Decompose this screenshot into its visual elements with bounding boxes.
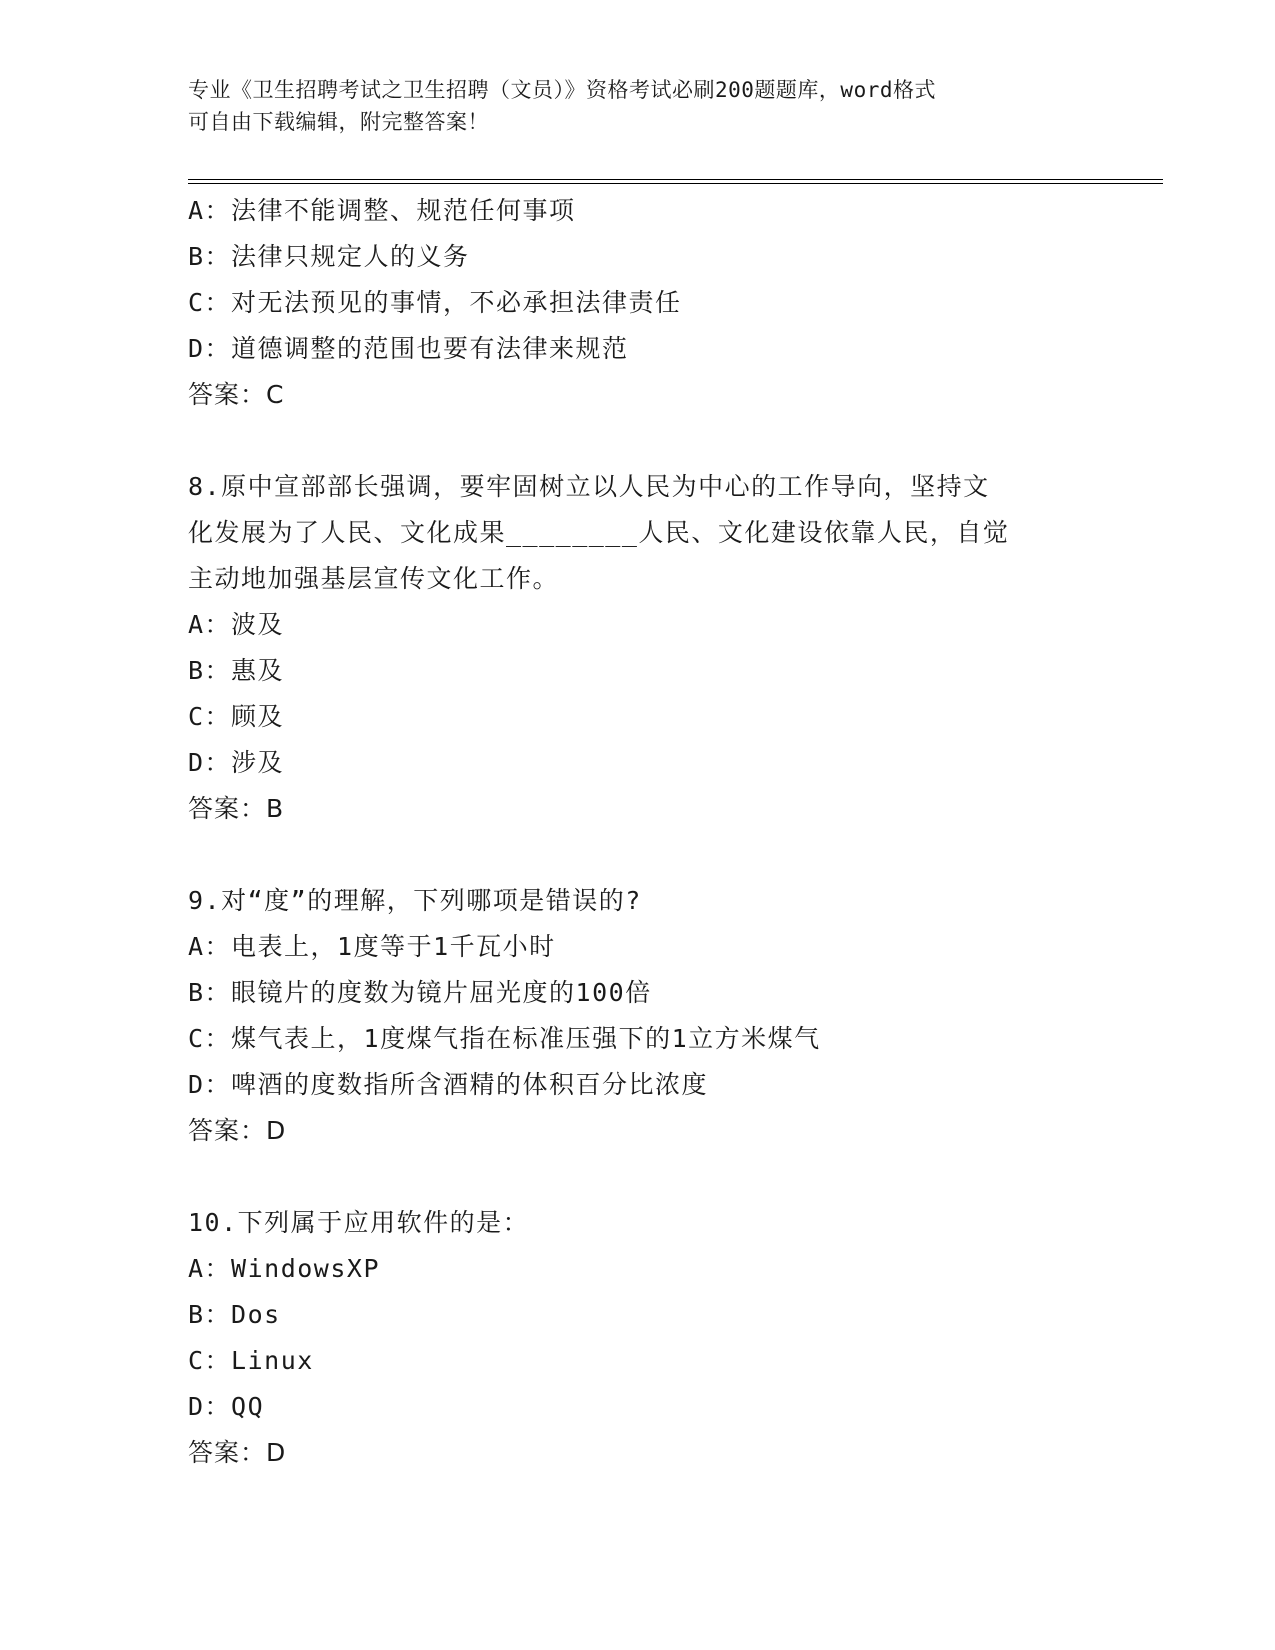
question-stem-line: 主动地加强基层宣传文化工作。 <box>188 564 560 593</box>
option-a: A：WindowsXP <box>188 1254 381 1283</box>
option-d: D：QQ <box>188 1392 265 1421</box>
option-d: D：啤酒的度数指所含酒精的体积百分比浓度 <box>188 1070 709 1099</box>
header-line-1: 专业《卫生招聘考试之卫生招聘（文员）》资格考试必刷200题题库，word格式 <box>188 78 936 102</box>
option-d: D：涉及 <box>188 748 285 777</box>
question-stem-line: 9.对“度”的理解，下列哪项是错误的? <box>188 886 642 915</box>
option-b: B：眼镜片的度数为镜片屈光度的100倍 <box>188 978 652 1007</box>
option-b: B：Dos <box>188 1300 281 1329</box>
header-divider-bottom <box>188 183 1163 184</box>
option-a: A：法律不能调整、规范任何事项 <box>188 196 576 225</box>
question-stem-line: 化发展为了人民、文化成果________人民、文化建设依靠人民，自觉 <box>188 518 1010 547</box>
answer-line: 答案：B <box>188 794 285 823</box>
question-stem-line: 10.下列属于应用软件的是： <box>188 1208 530 1237</box>
spacer <box>188 832 1088 878</box>
option-c: C：煤气表上，1度煤气指在标准压强下的1立方米煤气 <box>188 1024 821 1053</box>
header-line-2: 可自由下载编辑，附完整答案！ <box>188 110 489 134</box>
question-stem-line: 8.原中宣部部长强调，要牢固树立以人民为中心的工作导向，坚持文 <box>188 472 990 501</box>
option-a: A：波及 <box>188 610 285 639</box>
answer-line: 答案：D <box>188 1438 287 1467</box>
option-b: B：惠及 <box>188 656 285 685</box>
answer-line: 答案：C <box>188 380 285 409</box>
option-c: C：顾及 <box>188 702 285 731</box>
option-b: B：法律只规定人的义务 <box>188 242 470 271</box>
option-d: D：道德调整的范围也要有法律来规范 <box>188 334 629 363</box>
spacer <box>188 418 1088 464</box>
spacer <box>188 1154 1088 1200</box>
answer-line: 答案：D <box>188 1116 287 1145</box>
question-8 <box>188 464 1088 832</box>
header-divider-top <box>188 179 1163 180</box>
question-list <box>188 188 1088 1476</box>
option-c: C：对无法预见的事情，不必承担法律责任 <box>188 288 682 317</box>
option-a: A：电表上，1度等于1千瓦小时 <box>188 932 556 961</box>
question-9 <box>188 878 1088 1154</box>
option-c: C：Linux <box>188 1346 314 1375</box>
document-header <box>188 74 1088 138</box>
question-10 <box>188 1200 1088 1476</box>
question-7 <box>188 188 1088 418</box>
